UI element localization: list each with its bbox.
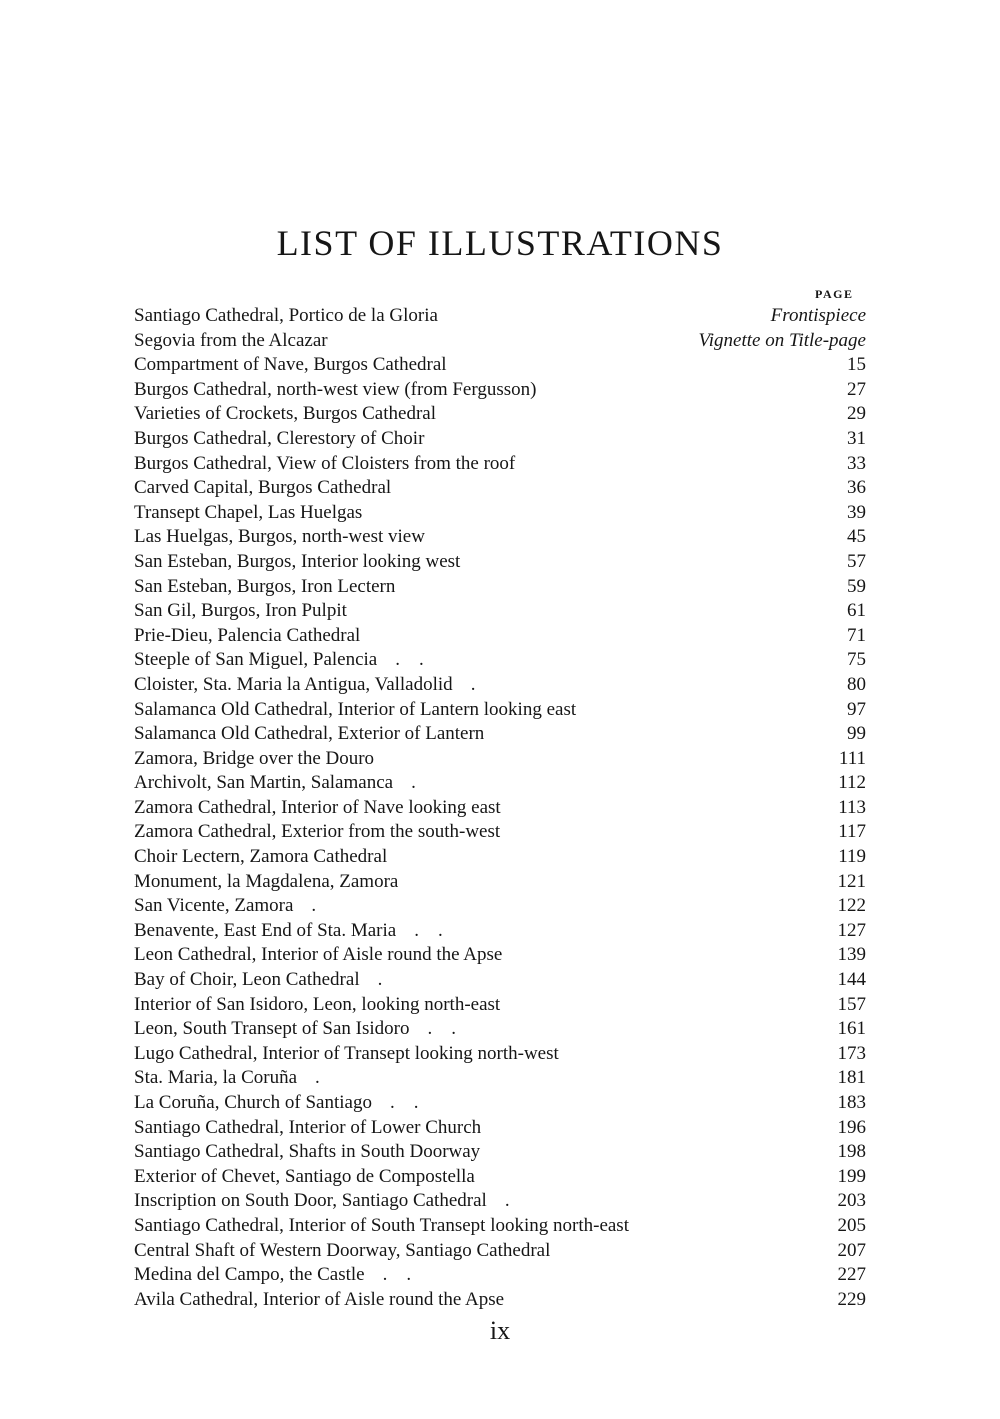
- list-item: [134, 673, 866, 698]
- dot-leader: . .: [382, 1264, 412, 1286]
- illustration-caption: Las Huelgas, Burgos, north-west view: [134, 526, 425, 548]
- illustration-caption: Lugo Cathedral, Interior of Transept looking north-west: [134, 1042, 559, 1064]
- list-item: [134, 575, 866, 600]
- illustration-caption: Inscription on South Door, Santiago Cathedral: [134, 1190, 487, 1212]
- illustration-page-number: 33: [847, 452, 866, 474]
- page-number: ix: [489, 1316, 511, 1345]
- illustration-caption: La Coruña, Church of Santiago: [134, 1092, 372, 1113]
- illustration-page-number: 31: [847, 427, 866, 449]
- illustration-page-number: 39: [847, 501, 866, 523]
- illustration-caption: Medina del Campo, the Castle: [134, 1264, 365, 1286]
- list-item: [134, 698, 866, 723]
- illustration-page-number: 99: [847, 723, 866, 745]
- illustration-caption: Zamora Cathedral, Exterior from the south-west: [134, 821, 501, 843]
- page-column-header: PAGE: [815, 287, 854, 301]
- list-item: [134, 968, 866, 993]
- dot-leader: . .: [427, 1018, 456, 1040]
- illustration-page-number: 71: [847, 624, 866, 646]
- list-item: [134, 1214, 866, 1239]
- illustration-caption: Salamanca Old Cathedral, Exterior of Lantern: [134, 723, 485, 745]
- list-item: [134, 796, 866, 821]
- illustration-caption: Monument, la Magdalena, Zamora: [134, 870, 399, 892]
- illustration-caption: Salamanca Old Cathedral, Interior of Lantern looking east: [134, 698, 577, 720]
- dot-leader: . .: [395, 649, 424, 671]
- illustration-caption: Exterior of Chevet, Santiago de Compostella: [134, 1165, 475, 1187]
- illustration-page-number: 121: [837, 870, 866, 892]
- illustration-page-number: 196: [837, 1116, 866, 1138]
- illustration-caption: Leon, South Transept of San Isidoro: [134, 1018, 410, 1040]
- illustration-page-number: 29: [847, 403, 866, 425]
- illustration-page-number: 75: [847, 649, 866, 671]
- list-item: [134, 820, 866, 845]
- illustration-page-number: 113: [838, 796, 866, 818]
- illustration-page-number: 80: [847, 673, 866, 695]
- illustration-caption: Benavente, East End of Sta. Maria: [134, 919, 397, 941]
- illustration-caption: Choir Lectern, Zamora Cathedral: [134, 846, 388, 868]
- illustration-caption: San Esteban, Burgos, Iron Lectern: [134, 575, 396, 597]
- list-item: [134, 1042, 866, 1067]
- illustration-caption: Burgos Cathedral, north-west view (from Fergusson): [134, 378, 537, 400]
- list-item: [134, 329, 866, 354]
- illustration-caption: Varieties of Crockets, Burgos Cathedral: [134, 403, 436, 425]
- dot-leader: . .: [389, 1092, 419, 1113]
- list-item: [134, 747, 866, 772]
- illustration-page-number: 119: [838, 846, 866, 868]
- illustration-caption: Cloister, Sta. Maria la Antigua, Valladolid: [134, 673, 453, 695]
- illustration-page-number: 205: [837, 1214, 866, 1236]
- illustration-page-number: 173: [837, 1042, 866, 1064]
- list-item: [134, 1017, 866, 1042]
- illustration-page-number: 111: [838, 747, 866, 769]
- illustration-page-number: 122: [837, 895, 866, 917]
- list-item: [134, 870, 866, 895]
- list-item: [134, 722, 866, 747]
- illustration-caption: Transept Chapel, Las Huelgas: [134, 501, 363, 523]
- illustration-page-number: 15: [847, 354, 866, 376]
- list-item: [134, 1239, 866, 1264]
- illustration-caption: Burgos Cathedral, View of Cloisters from the roof: [134, 452, 516, 474]
- illustration-caption: Leon Cathedral, Interior of Aisle round the Apse: [134, 944, 503, 966]
- illustration-caption: Archivolt, San Martin, Salamanca: [134, 772, 394, 794]
- dot-leader: .: [470, 673, 476, 695]
- illustration-page-number: 181: [837, 1067, 866, 1089]
- list-item: [134, 427, 866, 452]
- list-item: [134, 501, 866, 526]
- illustration-caption: Steeple of San Miguel, Palencia: [134, 649, 378, 671]
- illustration-page-number: 127: [837, 919, 866, 941]
- dot-leader: .: [311, 895, 317, 917]
- illustration-page-number: 161: [837, 1018, 866, 1040]
- list-item: [134, 1066, 866, 1091]
- dot-leader: .: [504, 1190, 510, 1212]
- illustration-page-number: 157: [837, 993, 866, 1015]
- illustration-caption: Santiago Cathedral, Shafts in South Doorway: [134, 1141, 481, 1163]
- illustration-page-number: 183: [837, 1092, 866, 1113]
- list-item: [134, 1189, 866, 1214]
- list-item: [134, 771, 866, 796]
- illustration-caption: Compartment of Nave, Burgos Cathedral: [134, 354, 447, 376]
- list-item: [134, 476, 866, 501]
- illustration-caption: Santiago Cathedral, Interior of South Transept looking north-east: [134, 1214, 629, 1236]
- list-item: [134, 894, 866, 919]
- page-title: LIST OF ILLUSTRATIONS: [276, 223, 724, 263]
- illustration-caption: Santiago Cathedral, Portico de la Gloria: [134, 305, 438, 326]
- illustration-caption: Zamora Cathedral, Interior of Nave looking east: [134, 796, 501, 818]
- list-item: [134, 304, 866, 329]
- dot-leader: .: [377, 969, 383, 991]
- illustration-caption: Avila Cathedral, Interior of Aisle round the Apse: [134, 1288, 505, 1310]
- list-item: [134, 1140, 866, 1165]
- illustration-caption: Bay of Choir, Leon Cathedral: [134, 969, 360, 991]
- list-item: [134, 648, 866, 673]
- list-item: [134, 1288, 866, 1313]
- list-item: [134, 353, 866, 378]
- illustration-page-number: 199: [837, 1165, 866, 1187]
- illustration-page-number: Vignette on Title-page: [698, 329, 866, 351]
- list-item: [134, 1091, 866, 1116]
- illustration-caption: San Gil, Burgos, Iron Pulpit: [134, 600, 347, 622]
- illustrations-list: [134, 304, 866, 1312]
- illustration-caption: San Esteban, Burgos, Interior looking west: [134, 550, 461, 572]
- list-item: [134, 378, 866, 403]
- list-item: [134, 525, 866, 550]
- list-item: [134, 402, 866, 427]
- illustration-page-number: 61: [847, 600, 866, 622]
- illustration-page-number: 27: [847, 378, 866, 400]
- illustration-page-number: 229: [837, 1288, 866, 1310]
- illustration-page-number: 45: [847, 526, 866, 548]
- list-item: [134, 845, 866, 870]
- illustration-page-number: 198: [837, 1141, 866, 1163]
- illustration-page-number: 139: [837, 944, 866, 966]
- illustration-page-number: 57: [847, 550, 866, 572]
- illustration-page-number: Frontispiece: [770, 305, 866, 326]
- illustration-page-number: 97: [847, 698, 866, 720]
- illustration-page-number: 112: [838, 772, 866, 794]
- list-item: [134, 993, 866, 1018]
- illustration-caption: Santiago Cathedral, Interior of Lower Church: [134, 1116, 482, 1138]
- illustration-page-number: 59: [847, 575, 866, 597]
- illustration-caption: Prie-Dieu, Palencia Cathedral: [134, 624, 361, 646]
- illustration-caption: Segovia from the Alcazar: [134, 329, 328, 351]
- illustration-caption: Interior of San Isidoro, Leon, looking north-east: [134, 993, 501, 1015]
- list-item: [134, 452, 866, 477]
- dot-leader: .: [411, 772, 416, 794]
- dot-leader: .: [315, 1067, 320, 1089]
- list-item: [134, 599, 866, 624]
- list-item: [134, 1165, 866, 1190]
- list-item: [134, 624, 866, 649]
- illustration-caption: Carved Capital, Burgos Cathedral: [134, 477, 392, 499]
- illustration-caption: Burgos Cathedral, Clerestory of Choir: [134, 427, 425, 449]
- illustration-page-number: 227: [837, 1264, 866, 1286]
- list-item: [134, 1263, 866, 1288]
- illustration-caption: Central Shaft of Western Doorway, Santiago Cathedral: [134, 1239, 551, 1261]
- illustration-page-number: 207: [837, 1239, 866, 1261]
- list-item: [134, 1116, 866, 1141]
- illustration-page-number: 203: [837, 1190, 866, 1212]
- illustration-caption: San Vicente, Zamora: [134, 895, 294, 917]
- illustration-page-number: 144: [837, 969, 866, 991]
- list-item: [134, 550, 866, 575]
- illustration-page-number: 36: [847, 477, 866, 499]
- illustration-page-number: 117: [838, 821, 866, 843]
- illustration-caption: Zamora, Bridge over the Douro: [134, 747, 375, 769]
- illustration-caption: Sta. Maria, la Coruña: [134, 1067, 298, 1089]
- list-item: [134, 919, 866, 944]
- dot-leader: . .: [414, 919, 443, 941]
- list-item: [134, 943, 866, 968]
